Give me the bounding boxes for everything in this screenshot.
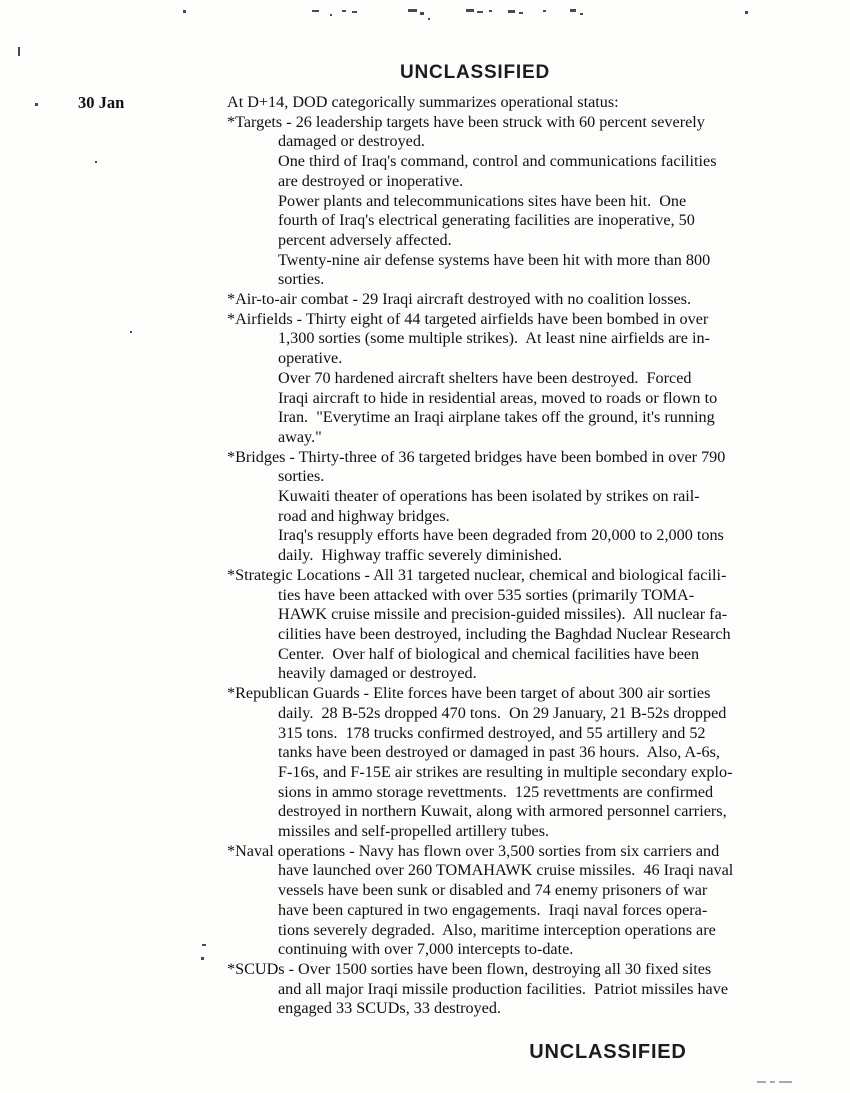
text-line: away." xyxy=(278,427,322,446)
text-line: Kuwaiti theater of operations has been isolated by strikes on rail- xyxy=(278,487,700,506)
scan-artifact xyxy=(408,9,417,12)
scan-artifact xyxy=(420,12,424,15)
scan-artifact xyxy=(35,103,38,106)
entry-date: 30 Jan xyxy=(78,93,125,112)
scan-artifact xyxy=(580,13,583,15)
scan-artifact xyxy=(202,944,206,946)
text-line: heavily damaged or destroyed. xyxy=(278,664,477,683)
text-line: Iraq's resupply efforts have been degraded from 20,000 to 2,000 tons xyxy=(278,526,724,545)
scan-artifact xyxy=(428,18,430,20)
text-line: percent adversely affected. xyxy=(278,230,452,249)
scan-artifact xyxy=(519,12,523,14)
text-line: sorties. xyxy=(278,467,325,486)
classification-header: UNCLASSIFIED xyxy=(400,62,550,83)
scan-artifact xyxy=(18,47,20,56)
text-line: fourth of Iraq's electrical generating facilities are inoperative, 50 xyxy=(278,211,695,230)
scan-artifact xyxy=(489,10,492,12)
scan-artifact xyxy=(745,11,748,14)
text-line: *Targets - 26 leadership targets have been struck with 60 percent severely xyxy=(227,112,705,131)
text-line: ties have been attacked with over 535 sorties (primarily TOMA- xyxy=(278,585,695,604)
text-line: destroyed in northern Kuwait, along with armored personnel carriers, xyxy=(278,802,727,821)
text-line: and all major Iraqi missile production facilities. Patriot missiles have xyxy=(278,979,729,998)
text-line: At D+14, DOD categorically summarizes operational status: xyxy=(227,93,619,111)
scan-artifact xyxy=(570,9,576,12)
document-body xyxy=(227,93,827,1019)
scan-artifact xyxy=(183,10,186,13)
scan-artifact xyxy=(95,161,97,163)
text-line: *Republican Guards - Elite forces have been target of about 300 air sorties xyxy=(227,684,711,703)
text-line: operative. xyxy=(278,349,343,368)
text-line: HAWK cruise missile and precision-guided missiles). All nuclear fa- xyxy=(278,605,728,624)
scan-artifact xyxy=(466,9,474,12)
scan-artifact xyxy=(312,10,319,12)
text-line: Iran. "Everytime an Iraqi airplane takes off the ground, it's running xyxy=(278,408,715,427)
classification-footer: UNCLASSIFIED xyxy=(529,1041,687,1063)
text-line: tanks have been destroyed or damaged in past 36 hours. Also, A-6s, xyxy=(278,743,720,762)
text-line: damaged or destroyed. xyxy=(278,132,425,151)
text-line: sions in ammo storage revettments. 125 revettments are confirmed xyxy=(278,782,714,801)
text-line: Twenty-nine air defense systems have been hit with more than 800 xyxy=(278,250,711,269)
text-line: Iraqi aircraft to hide in residential areas, moved to roads or flown to xyxy=(278,388,718,407)
text-line: have been captured in two engagements. Iraqi naval forces opera- xyxy=(278,900,708,919)
text-line: tions severely degraded. Also, maritime interception operations are xyxy=(278,920,716,939)
text-line: *Airfields - Thirty eight of 44 targeted airfields have been bombed in over xyxy=(227,309,709,328)
text-line: *Naval operations - Navy has flown over 3,500 sorties from six carriers and xyxy=(227,841,720,860)
scan-artifact xyxy=(543,10,546,12)
text-line: *Air-to-air combat - 29 Iraqi aircraft destroyed with no coalition losses. xyxy=(227,290,692,309)
text-line: missiles and self-propelled artillery tubes. xyxy=(278,822,550,841)
text-line: road and highway bridges. xyxy=(278,506,450,525)
text-line: Center. Over half of biological and chemical facilities have been xyxy=(278,644,700,663)
text-line: continuing with over 7,000 intercepts to-date. xyxy=(278,940,574,959)
text-line: Power plants and telecommunications sites have been hit. One xyxy=(278,191,687,210)
scan-artifact xyxy=(342,10,346,12)
text-line: One third of Iraq's command, control and communications facilities xyxy=(278,152,717,171)
scan-artifact xyxy=(352,11,357,13)
text-line: vessels have been sunk or disabled and 74 enemy prisoners of war xyxy=(278,881,708,900)
text-line: Over 70 hardened aircraft shelters have been destroyed. Forced xyxy=(278,368,692,387)
scan-artifact xyxy=(757,1081,766,1083)
text-line: *Bridges - Thirty-three of 36 targeted bridges have been bombed in over 790 xyxy=(227,447,726,466)
scan-artifact xyxy=(770,1081,775,1083)
text-line: sorties. xyxy=(278,270,325,289)
scan-artifact xyxy=(508,10,515,13)
scan-artifact xyxy=(201,957,204,960)
text-line: engaged 33 SCUDs, 33 destroyed. xyxy=(278,999,501,1018)
text-line: are destroyed or inoperative. xyxy=(278,171,464,190)
scan-artifact xyxy=(477,11,483,13)
scan-artifact xyxy=(779,1081,792,1083)
text-line: F-16s, and F-15E air strikes are resulting in multiple secondary explo- xyxy=(278,762,733,781)
text-line: daily. 28 B-52s dropped 470 tons. On 29 January, 21 B-52s dropped xyxy=(278,703,727,722)
text-line: *Strategic Locations - All 31 targeted nuclear, chemical and biological facili- xyxy=(227,565,727,584)
text-line: 315 tons. 178 trucks confirmed destroyed, and 55 artillery and 52 xyxy=(278,723,706,742)
text-line: daily. Highway traffic severely diminished. xyxy=(278,546,563,565)
scan-artifact xyxy=(330,14,332,16)
text-line: 1,300 sorties (some multiple strikes). At least nine airfields are in- xyxy=(278,329,711,348)
text-line: have launched over 260 TOMAHAWK cruise missiles. 46 Iraqi naval xyxy=(278,861,734,880)
text-line: cilities have been destroyed, including the Baghdad Nuclear Research xyxy=(278,624,731,643)
text-line: *SCUDs - Over 1500 sorties have been flown, destroying all 30 fixed sites xyxy=(227,959,712,978)
scan-artifact xyxy=(130,331,132,333)
